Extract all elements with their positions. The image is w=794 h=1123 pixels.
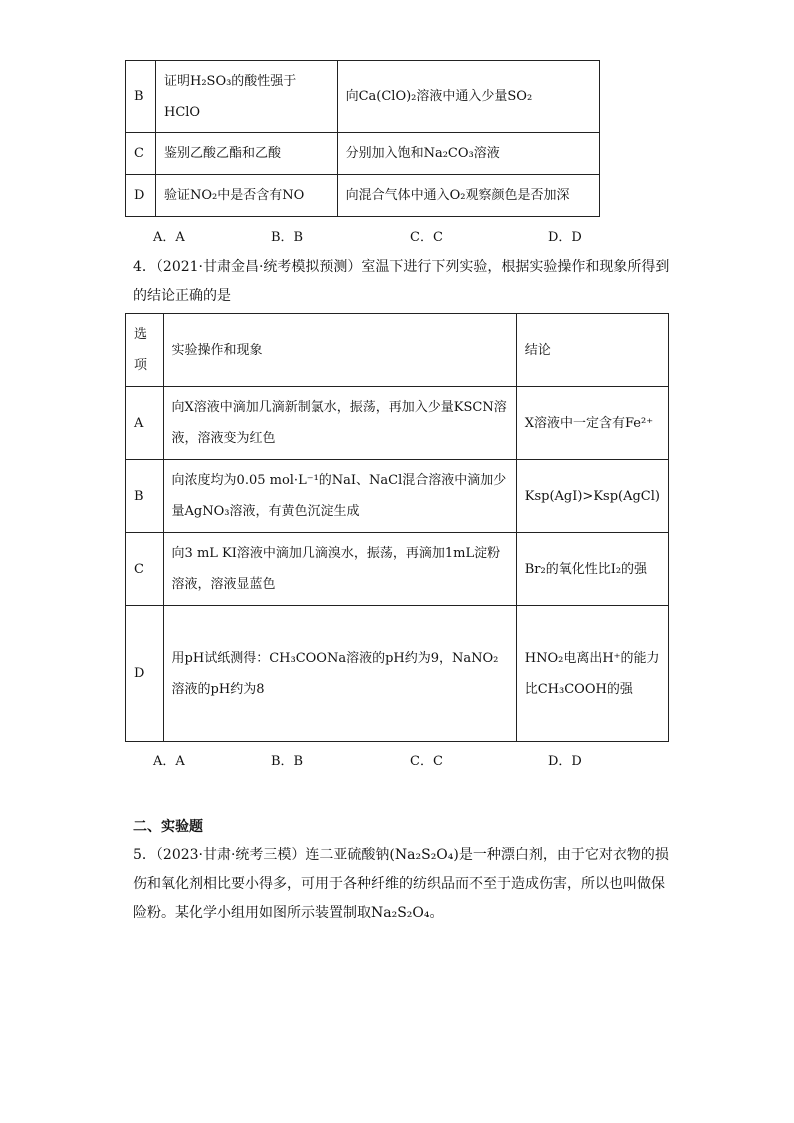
option-a: A．A bbox=[153, 754, 185, 769]
question4-stem: 4．（2021·甘肃金昌·统考模拟预测）室温下进行下列实验，根据实验操作和现象所得到的结论正确的是 bbox=[133, 259, 670, 304]
operation-cell: 向3 mL KI溶液中滴加几滴溴水，振荡，再滴加1mL淀粉溶液，溶液显蓝色 bbox=[163, 533, 516, 606]
header-conclusion: 结论 bbox=[516, 314, 668, 387]
method-cell: 分别加入饱和Na₂CO₃溶液 bbox=[337, 133, 599, 175]
table-row bbox=[126, 460, 669, 533]
operation-cell: 用pH试纸测得：CH₃COONa溶液的pH约为9，NaNO₂溶液的pH约为8 bbox=[163, 606, 516, 742]
operation-cell: 向浓度均为0.05 mol·L⁻¹的NaI、NaCl混合溶液中滴加少量AgNO₃溶液，有黄色沉淀生成 bbox=[163, 460, 516, 533]
question5-stem: 5．（2023·甘肃·统考三模）连二亚硫酸钠(Na₂S₂O₄)是一种漂白剂，由于它对衣物的损伤和氧化剂相比要小得多，可用于各种纤维的纺织品而不至于造成伤害，所以也叫做保险粉。某化学小组用如图所示装置制取Na₂S₂O₄。 bbox=[133, 847, 669, 921]
option-b: B．B bbox=[271, 754, 304, 769]
table-row bbox=[126, 61, 600, 133]
option-d: D．D bbox=[548, 754, 582, 769]
option-cell: C bbox=[126, 533, 164, 606]
purpose-cell: 证明H₂SO₃的酸性强于HClO bbox=[155, 61, 337, 133]
option-cell: B bbox=[126, 61, 156, 133]
option-c: C．C bbox=[410, 230, 443, 245]
table-row bbox=[126, 175, 600, 217]
option-cell: B bbox=[126, 460, 164, 533]
option-b: B．B bbox=[271, 230, 304, 245]
operation-cell: 向X溶液中滴加几滴新制氯水，振荡，再加入少量KSCN溶液，溶液变为红色 bbox=[163, 387, 516, 460]
header-operation: 实验操作和现象 bbox=[163, 314, 516, 387]
purpose-cell: 鉴别乙酸乙酯和乙酸 bbox=[155, 133, 337, 175]
method-cell: 向Ca(ClO)₂溶液中通入少量SO₂ bbox=[337, 61, 599, 133]
option-cell: D bbox=[126, 175, 156, 217]
option-d: D．D bbox=[548, 230, 582, 245]
header-option: 选项 bbox=[126, 314, 164, 387]
conclusion-cell: X溶液中一定含有Fe²⁺ bbox=[516, 387, 668, 460]
option-c: C．C bbox=[410, 754, 443, 769]
conclusion-cell: HNO₂电离出H⁺的能力比CH₃COOH的强 bbox=[516, 606, 668, 742]
table-row bbox=[126, 133, 600, 175]
table-row bbox=[126, 606, 669, 742]
section-title: 二、实验题 bbox=[133, 819, 203, 835]
table-row bbox=[126, 387, 669, 460]
question3-table bbox=[125, 60, 600, 217]
option-a: A．A bbox=[153, 230, 185, 245]
conclusion-cell: Ksp(AgI)>Ksp(AgCl) bbox=[516, 460, 668, 533]
option-cell: D bbox=[126, 606, 164, 742]
purpose-cell: 验证NO₂中是否含有NO bbox=[155, 175, 337, 217]
option-cell: C bbox=[126, 133, 156, 175]
method-cell: 向混合气体中通入O₂观察颜色是否加深 bbox=[337, 175, 599, 217]
conclusion-cell: Br₂的氧化性比I₂的强 bbox=[516, 533, 668, 606]
question4-table bbox=[125, 313, 669, 742]
table-row bbox=[126, 533, 669, 606]
option-cell: A bbox=[126, 387, 164, 460]
table-header-row bbox=[126, 314, 669, 387]
